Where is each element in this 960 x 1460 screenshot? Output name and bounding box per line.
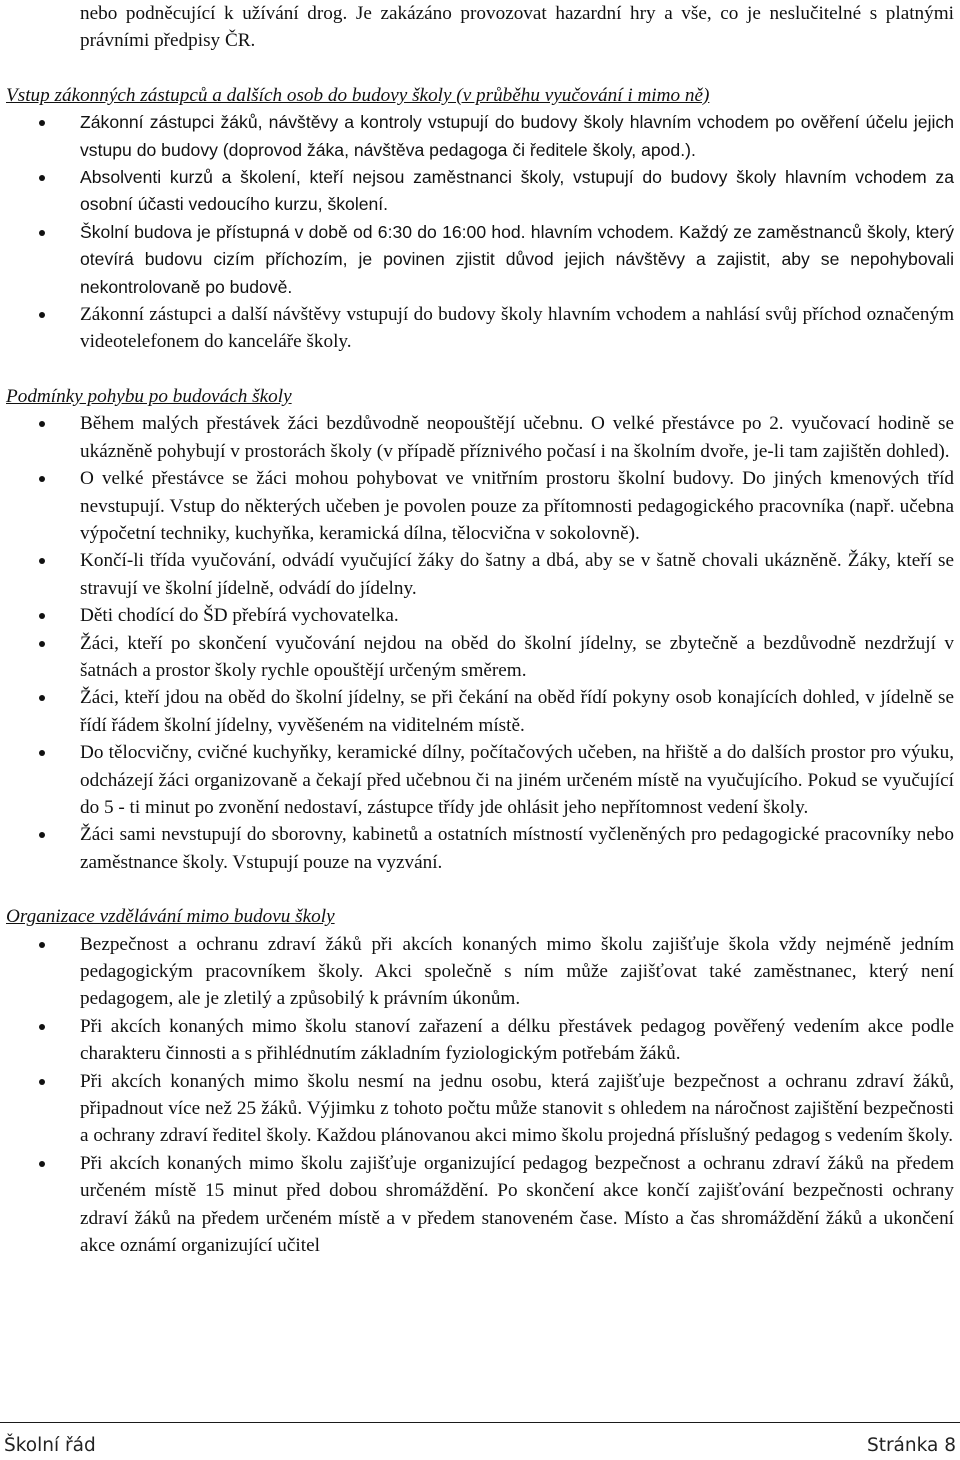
list-item: [0, 164, 960, 219]
bullet-icon: [39, 1161, 45, 1167]
list-item: [0, 301, 960, 356]
bullet-icon: [39, 230, 45, 236]
list-item: [0, 219, 960, 301]
list-item: [0, 931, 960, 1013]
list-item: [0, 821, 960, 876]
bullet-icon: [39, 120, 45, 126]
list-item: [0, 465, 960, 547]
list-item-text: Žáci, kteří jdou na oběd do školní jídelny, se při čekání na oběd řídí pokyny osob konajících dohled, v jídelně se řídí řádem školní jídelny, vyvěšeném na viditelném místě.: [80, 687, 954, 736]
bullet-icon: [39, 175, 45, 181]
list-item-text: Při akcích konaných mimo školu zajišťuje organizující pedagog bezpečnost a ochranu zdraví žáků na předem určeném místě 15 minut před dobou shromáždění. Po skončení akce končí zajišťování bezpečnosti ochrany zdraví žáků na předem určeném místě a v předem stanoveném čase. Místo a čas shromáždění žáků a ukončení akce oznámí organizující učitel: [80, 1152, 954, 1257]
list-item-text: Bezpečnost a ochranu zdraví žáků při akcích konaných mimo školu zajišťuje škola vždy nejméně jedním pedagogickým pracovníkem školy. Akci společně s ním může zajišťovat také zaměstnanec, který není pedagogem, ale je zletilý a způsobilý k právním úkonům.: [80, 933, 954, 1010]
intro-paragraph: nebo podněcující k užívání drog. Je zakázáno provozovat hazardní hry a vše, co je neslučitelné s platnými právními předpisy ČR.: [80, 3, 954, 52]
section-building-entry: [0, 82, 960, 356]
section-outside-education: [0, 903, 960, 1259]
bullet-icon: [39, 750, 45, 756]
list-item: [0, 602, 960, 629]
section-heading: Vstup zákonných zástupců a dalších osob do budovy školy (v průběhu vyučování i mimo ně): [6, 84, 710, 106]
list-item-text: Během malých přestávek žáci bezdůvodně neopouštějí učebnu. O velké přestávce po 2. vyučovací hodině se ukázněně pohybují v prostorách školy (v případě příznivého počasí i na školním dvoře, je-li tam zajištěn dohled).: [80, 413, 954, 462]
bullet-list: [0, 931, 960, 1260]
list-item-text: Děti chodící do ŠD přebírá vychovatelka.: [80, 605, 399, 627]
list-item-text: Absolventi kurzů a školení, kteří nejsou zaměstnanci školy, vstupují do budovy školy hlavním vchodem za osobní účasti vedoucího kurzu, školení.: [80, 167, 954, 215]
bullet-icon: [39, 613, 45, 619]
footer-document-title: Školní řád: [4, 1435, 96, 1456]
bullet-icon: [39, 942, 45, 948]
list-item-text: Při akcích konaných mimo školu stanoví zařazení a délku přestávek pedagog pověřený vedením akce podle charakteru činnosti a s přihlédnutím základním fyziologickým potřebám žáků.: [80, 1015, 954, 1065]
list-item: [0, 547, 960, 602]
list-item: [0, 109, 960, 164]
list-item: [0, 1068, 960, 1150]
bullet-list: [0, 410, 960, 876]
list-item-text: O velké přestávce se žáci mohou pohybovat ve vnitřním prostoru školní budovy. Do jiných kmenových tříd nevstupují. Vstup do některých učeben je povolen pouze za přítomnosti pedagogického pracovníka (např. učebna výpočetní techniky, kuchyňka, keramická dílna, tělocvična v sokolovně).: [80, 468, 954, 544]
bullet-icon: [39, 695, 45, 701]
bullet-icon: [39, 1079, 45, 1085]
list-item-text: Zákonní zástupci a další návštěvy vstupují do budovy školy hlavním vchodem a nahlásí svůj příchod označeným videotelefonem do kanceláře školy.: [80, 304, 954, 353]
footer-page-number: Stránka 8: [866, 1435, 956, 1456]
section-movement-rules: [0, 383, 960, 876]
bullet-icon: [39, 421, 45, 427]
page-footer: [0, 1422, 960, 1460]
list-item-text: Žáci sami nevstupují do sborovny, kabinetů a ostatních místností vyčleněných pro pedagogické pracovníky nebo zaměstnance školy. Vstupují pouze na vyzvání.: [80, 824, 954, 873]
list-item: [0, 684, 960, 739]
section-heading: Podmínky pohybu po budovách školy: [6, 385, 292, 407]
list-item-text: Končí-li třída vyučování, odvádí vyučující žáky do šatny a dbá, aby se v šatně chovali ukázněně. Žáky, kteří se stravují ve školní jídelně, odvádí do jídelny.: [80, 550, 954, 599]
list-item: [0, 410, 960, 465]
list-item-text: Při akcích konaných mimo školu nesmí na jednu osobu, která zajišťuje bezpečnost a ochranu zdraví žáků, připadnout více než 25 žáků. Výjimku z tohoto počtu může stanovit s ohledem na náročnost zajištění bezpečnosti a ochrany zdraví ředitel školy. Každou plánovanou akci mimo školu projedná příslušný pedagog s vedením školy.: [80, 1070, 954, 1147]
list-item-text: Žáci, kteří po skončení vyučování nejdou na oběd do školní jídelny, se zbytečně a bezdůvodně nezdržují v šatnách a prostor školy rychle opouštějí určeným směrem.: [80, 632, 954, 681]
list-item: [0, 739, 960, 821]
section-heading: Organizace vzdělávání mimo budovu školy: [6, 906, 335, 928]
bullet-icon: [39, 1024, 45, 1030]
list-item-text: Školní budova je přístupná v době od 6:30 do 16:00 hod. hlavním vchodem. Každý ze zaměstnanců školy, který otevírá budovu cizím příchozím, je povinen zjistit důvod jejich návštěvy a zajistit, aby se nepohybovali nekontrolovaně po budově.: [80, 221, 954, 297]
list-item: [0, 1013, 960, 1068]
list-item-text: Zákonní zástupci žáků, návštěvy a kontroly vstupují do budovy školy hlavním vchodem po ověření účelu jejich vstupu do budovy (doprovod žáka, návštěva pedagoga či ředitele školy, apod.).: [80, 112, 954, 160]
bullet-icon: [39, 312, 45, 318]
bullet-icon: [39, 641, 45, 647]
bullet-list: [0, 109, 960, 356]
list-item: [0, 1150, 960, 1260]
list-item: [0, 630, 960, 685]
bullet-icon: [39, 558, 45, 564]
list-item-text: Do tělocvičny, cvičné kuchyňky, keramické dílny, počítačových učeben, na hřiště a do dalších prostor pro výuku, odcházejí žáci organizovaně a čekají před učebnou či na jiném určeném místě na vyučujícího. Pokud se vyučující do 5 - ti minut po zvonění nedostaví, zástupce třídy jde ohlásit jeho nepřítomnost vedení školy.: [80, 742, 954, 818]
bullet-icon: [39, 832, 45, 838]
bullet-icon: [39, 476, 45, 482]
